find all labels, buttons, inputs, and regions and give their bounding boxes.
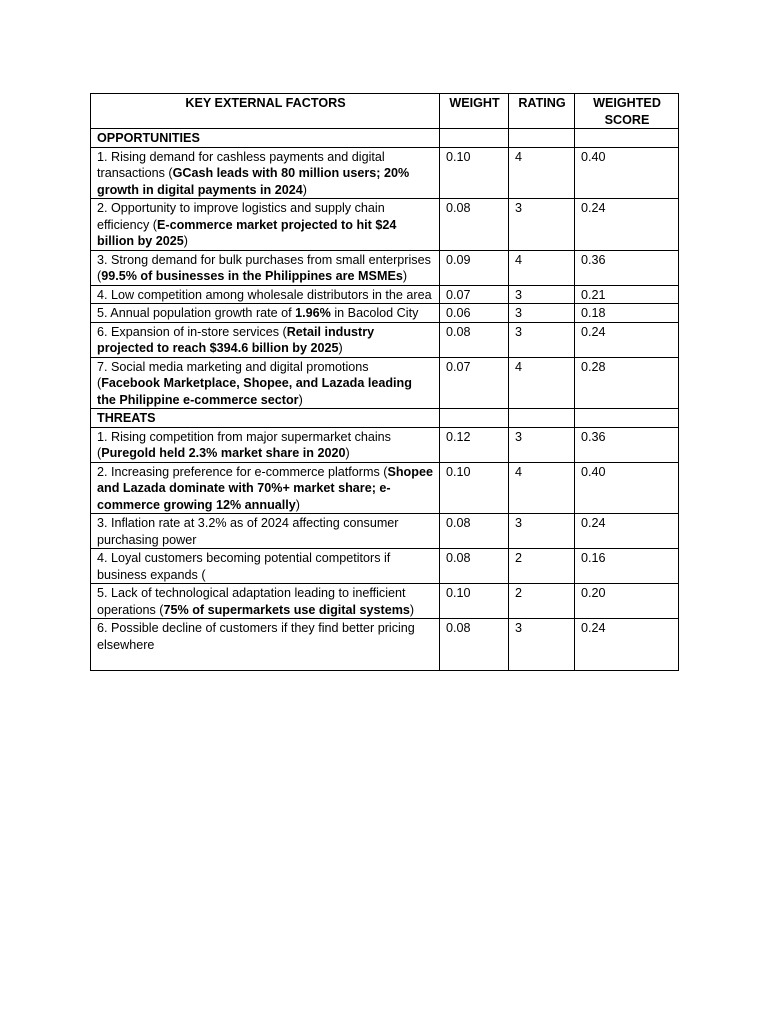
weight-cell: 0.10 <box>440 462 509 514</box>
table-row <box>91 304 679 323</box>
weighted-score-cell: 0.24 <box>575 199 679 251</box>
rating-cell: 4 <box>509 250 575 285</box>
factor-cell <box>91 250 440 285</box>
factor-text: 7. Social media marketing and digital promotions ( <box>97 359 369 390</box>
weight-cell: 0.07 <box>440 357 509 409</box>
rating-cell: 4 <box>509 462 575 514</box>
factor-cell <box>91 304 440 323</box>
factor-cell <box>91 549 440 584</box>
rating-cell: 4 <box>509 147 575 199</box>
table-row <box>91 549 679 584</box>
empty-cell <box>509 129 575 148</box>
rating-cell: 2 <box>509 584 575 619</box>
factor-text-bold: Retail industry projected to reach $394.6 billion by 2025 <box>97 324 375 355</box>
weighted-score-cell: 0.24 <box>575 514 679 549</box>
weight-cell: 0.08 <box>440 322 509 357</box>
table-body <box>91 94 679 671</box>
factor-text: ) <box>402 269 408 283</box>
table-row <box>91 619 679 671</box>
header-key-external-factors: KEY EXTERNAL FACTORS <box>91 94 440 129</box>
factor-text-bold: Facebook Marketplace, Shopee, and Lazada leading the Philippine e-commerce sector <box>97 376 412 407</box>
empty-cell <box>575 409 679 428</box>
factor-text-bold: E-commerce market projected to hit $24 billion by 2025 <box>97 217 397 248</box>
factor-cell <box>91 147 440 199</box>
weight-cell: 0.12 <box>440 427 509 462</box>
weighted-score-cell: 0.36 <box>575 427 679 462</box>
empty-cell <box>440 409 509 428</box>
weight-cell: 0.09 <box>440 250 509 285</box>
factor-text: 5. Annual population growth rate of <box>97 306 296 320</box>
factor-text: 1. Rising competition from major supermarket chains ( <box>97 429 391 460</box>
table-row <box>91 147 679 199</box>
rating-cell: 3 <box>509 514 575 549</box>
weighted-score-cell: 0.28 <box>575 357 679 409</box>
weighted-score-cell: 0.24 <box>575 322 679 357</box>
rating-cell: 3 <box>509 285 575 304</box>
factor-cell <box>91 427 440 462</box>
weighted-score-cell: 0.40 <box>575 462 679 514</box>
table-row <box>91 462 679 514</box>
efe-matrix-table <box>90 93 679 671</box>
weight-cell: 0.08 <box>440 514 509 549</box>
table-row <box>91 514 679 549</box>
factor-text: ) <box>409 602 415 617</box>
table-row <box>91 322 679 357</box>
rating-cell: 3 <box>509 304 575 323</box>
factor-cell <box>91 322 440 357</box>
empty-cell <box>509 409 575 428</box>
section-row-opportunities <box>91 129 679 148</box>
table-row <box>91 357 679 409</box>
factor-text: in Bacolod City <box>330 306 419 320</box>
weight-cell: 0.08 <box>440 199 509 251</box>
factor-text-bold: Puregold held 2.3% market share in 2020 <box>101 446 346 460</box>
empty-cell <box>440 129 509 148</box>
factor-text: ) <box>338 341 343 355</box>
factor-text: ) <box>302 182 307 197</box>
table-row <box>91 199 679 251</box>
factor-cell <box>91 514 440 549</box>
factor-text-bold: 1.96% <box>295 306 331 320</box>
rating-cell: 3 <box>509 322 575 357</box>
factor-text: 4. Loyal customers becoming potential competitors if business expands ( <box>97 551 391 582</box>
table-row <box>91 285 679 304</box>
factor-cell <box>91 462 440 514</box>
weighted-score-cell: 0.21 <box>575 285 679 304</box>
weighted-score-cell: 0.18 <box>575 304 679 323</box>
header-weighted-score: WEIGHTED SCORE <box>575 94 679 129</box>
rating-cell: 2 <box>509 549 575 584</box>
weighted-score-cell: 0.24 <box>575 619 679 671</box>
weight-cell: 0.07 <box>440 285 509 304</box>
section-row-threats <box>91 409 679 428</box>
factor-text: 6. Possible decline of customers if they find better pricing elsewhere <box>97 621 415 652</box>
factor-text-bold: 75% of supermarkets use digital systems <box>163 602 410 617</box>
factor-text: 6. Expansion of in-store services ( <box>97 324 287 339</box>
factor-text: ) <box>298 392 303 407</box>
factor-text-bold: Shopee and Lazada dominate with 70%+ market share; e-commerce growing 12% annually <box>97 464 433 512</box>
weight-cell: 0.08 <box>440 549 509 584</box>
rating-cell: 3 <box>509 199 575 251</box>
weighted-score-cell: 0.36 <box>575 250 679 285</box>
table-row <box>91 584 679 619</box>
rating-cell: 3 <box>509 427 575 462</box>
factor-cell <box>91 199 440 251</box>
header-weight: WEIGHT <box>440 94 509 129</box>
factor-text: 2. Opportunity to improve logistics and supply chain efficiency ( <box>97 201 385 232</box>
factor-text: 3. Inflation rate at 3.2% as of 2024 affecting consumer purchasing power <box>97 516 399 547</box>
weight-cell: 0.08 <box>440 619 509 671</box>
factor-text: 2. Increasing preference for e-commerce platforms ( <box>97 464 388 479</box>
weighted-score-cell: 0.20 <box>575 584 679 619</box>
table-row <box>91 427 679 462</box>
factor-text: 3. Strong demand for bulk purchases from small enterprises ( <box>97 252 431 283</box>
weighted-score-cell: 0.16 <box>575 549 679 584</box>
rating-cell: 3 <box>509 619 575 671</box>
factor-text: ) <box>183 234 188 248</box>
weight-cell: 0.06 <box>440 304 509 323</box>
factor-text-bold: GCash leads with 80 million users; 20% growth in digital payments in 2024 <box>97 166 410 197</box>
section-label-threats: THREATS <box>91 409 440 428</box>
factor-cell <box>91 357 440 409</box>
weight-cell: 0.10 <box>440 584 509 619</box>
factor-text: 5. Lack of technological adaptation leading to inefficient operations ( <box>97 586 406 617</box>
rating-cell: 4 <box>509 357 575 409</box>
factor-text: 4. Low competition among wholesale distributors in the area <box>97 287 432 302</box>
weighted-score-cell: 0.40 <box>575 147 679 199</box>
table-row <box>91 250 679 285</box>
factor-cell <box>91 584 440 619</box>
factor-text: 1. Rising demand for cashless payments and digital transactions ( <box>97 149 385 180</box>
header-row <box>91 94 679 129</box>
weight-cell: 0.10 <box>440 147 509 199</box>
empty-cell <box>575 129 679 148</box>
factor-cell <box>91 619 440 671</box>
factor-text: ) <box>295 497 300 512</box>
factor-cell <box>91 285 440 304</box>
factor-text-bold: 99.5% of businesses in the Philippines are MSMEs <box>101 269 403 283</box>
section-label-opportunities: OPPORTUNITIES <box>91 129 440 148</box>
factor-text: ) <box>345 446 350 460</box>
header-rating: RATING <box>509 94 575 129</box>
